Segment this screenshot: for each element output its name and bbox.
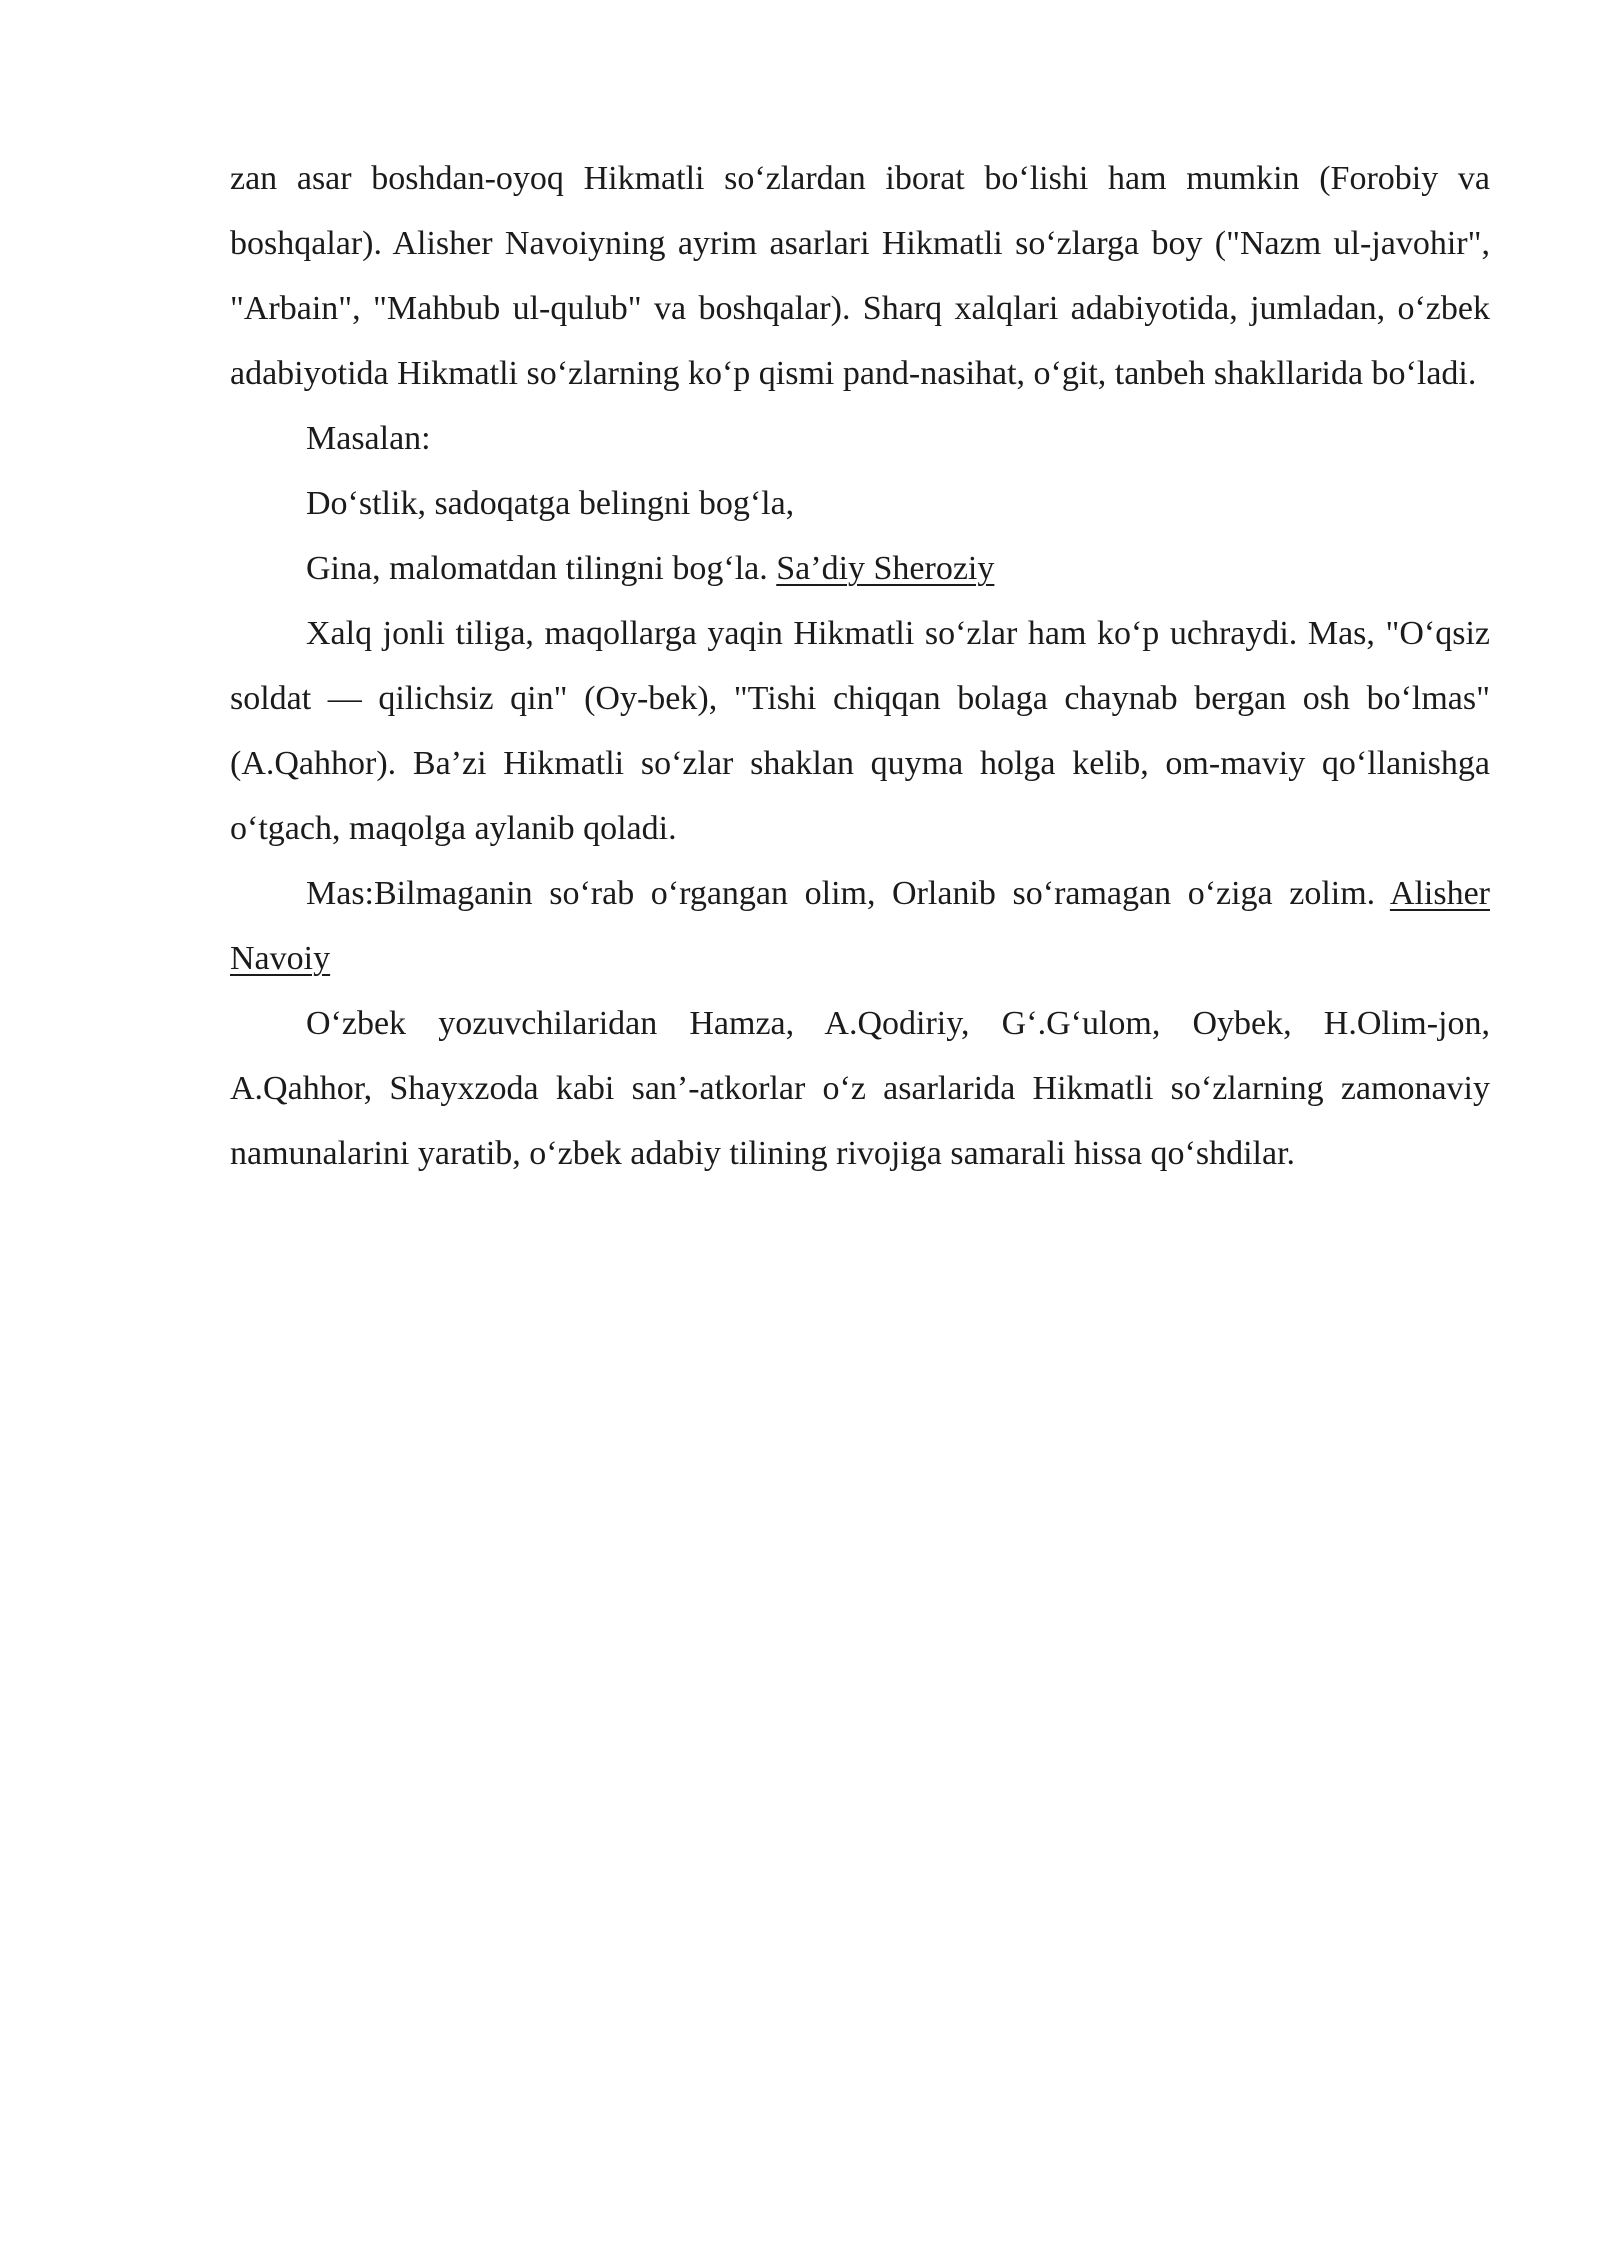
link-alisher-navoiy[interactable]: Alisher Navoiy <box>230 875 1490 977</box>
verse-line-1: Do‘stlik, sadoqatga belingni bog‘la, <box>306 485 795 522</box>
verse-line-2 <box>230 536 1490 601</box>
paragraph-hikmatli-sozlar-intro: zan asar boshdan-oyoq Hikmatli so‘zlardan iborat bo‘lishi ham mumkin (Forobiy va boshqalar). Alisher Navoiyning ayrim asarlari Hikmatli so‘zlarga boy ("Nazm ul-javohir", "Arbain", "Mahbub ul-qulub" va boshqalar). Sharq xalqlari adabiyotida, jumladan, o‘zbek adabiyotida Hikmatli so‘zlarning ko‘p qismi pand-nasihat, o‘git, tanbeh shakllarida bo‘ladi. <box>230 160 1490 392</box>
paragraph-navoiy-example-text: Mas:Bilmaganin so‘rab o‘rgangan olim, Orlanib so‘ramagan o‘ziga zolim. <box>306 875 1390 912</box>
link-sadiy-sheroziy[interactable]: Sa’diy Sheroziy <box>776 550 995 587</box>
verse-line-2-text: Gina, malomatdan tilingni bog‘la. <box>306 550 777 587</box>
paragraph-navoiy-example <box>230 861 1490 991</box>
paragraph-xalq-jonli-tili: Xalq jonli tiliga, maqollarga yaqin Hikmatli so‘zlar ham ko‘p uchraydi. Mas, "O‘qsiz soldat — qilichsiz qin" (Oy-bek), "Tishi chiqqan bolaga chaynab bergan osh bo‘lmas" (A.Qahhor). Ba’zi Hikmatli so‘zlar shaklan quyma holga kelib, om-maviy qo‘llanishga o‘tgach, maqolga aylanib qoladi. <box>230 615 1490 847</box>
example-label: Masalan: <box>306 420 431 457</box>
paragraph-ozbek-yozuvchilari: O‘zbek yozuvchilaridan Hamza, A.Qodiriy, G‘.G‘ulom, Oybek, H.Olim-jon, A.Qahhor, Shayxzoda kabi san’-atkorlar o‘z asarlarida Hikmatli so‘zlarning zamonaviy namunalarini yaratib, o‘zbek adabiy tilining rivojiga samarali hissa qo‘shdilar. <box>230 1005 1490 1172</box>
document-page <box>230 146 1490 1186</box>
